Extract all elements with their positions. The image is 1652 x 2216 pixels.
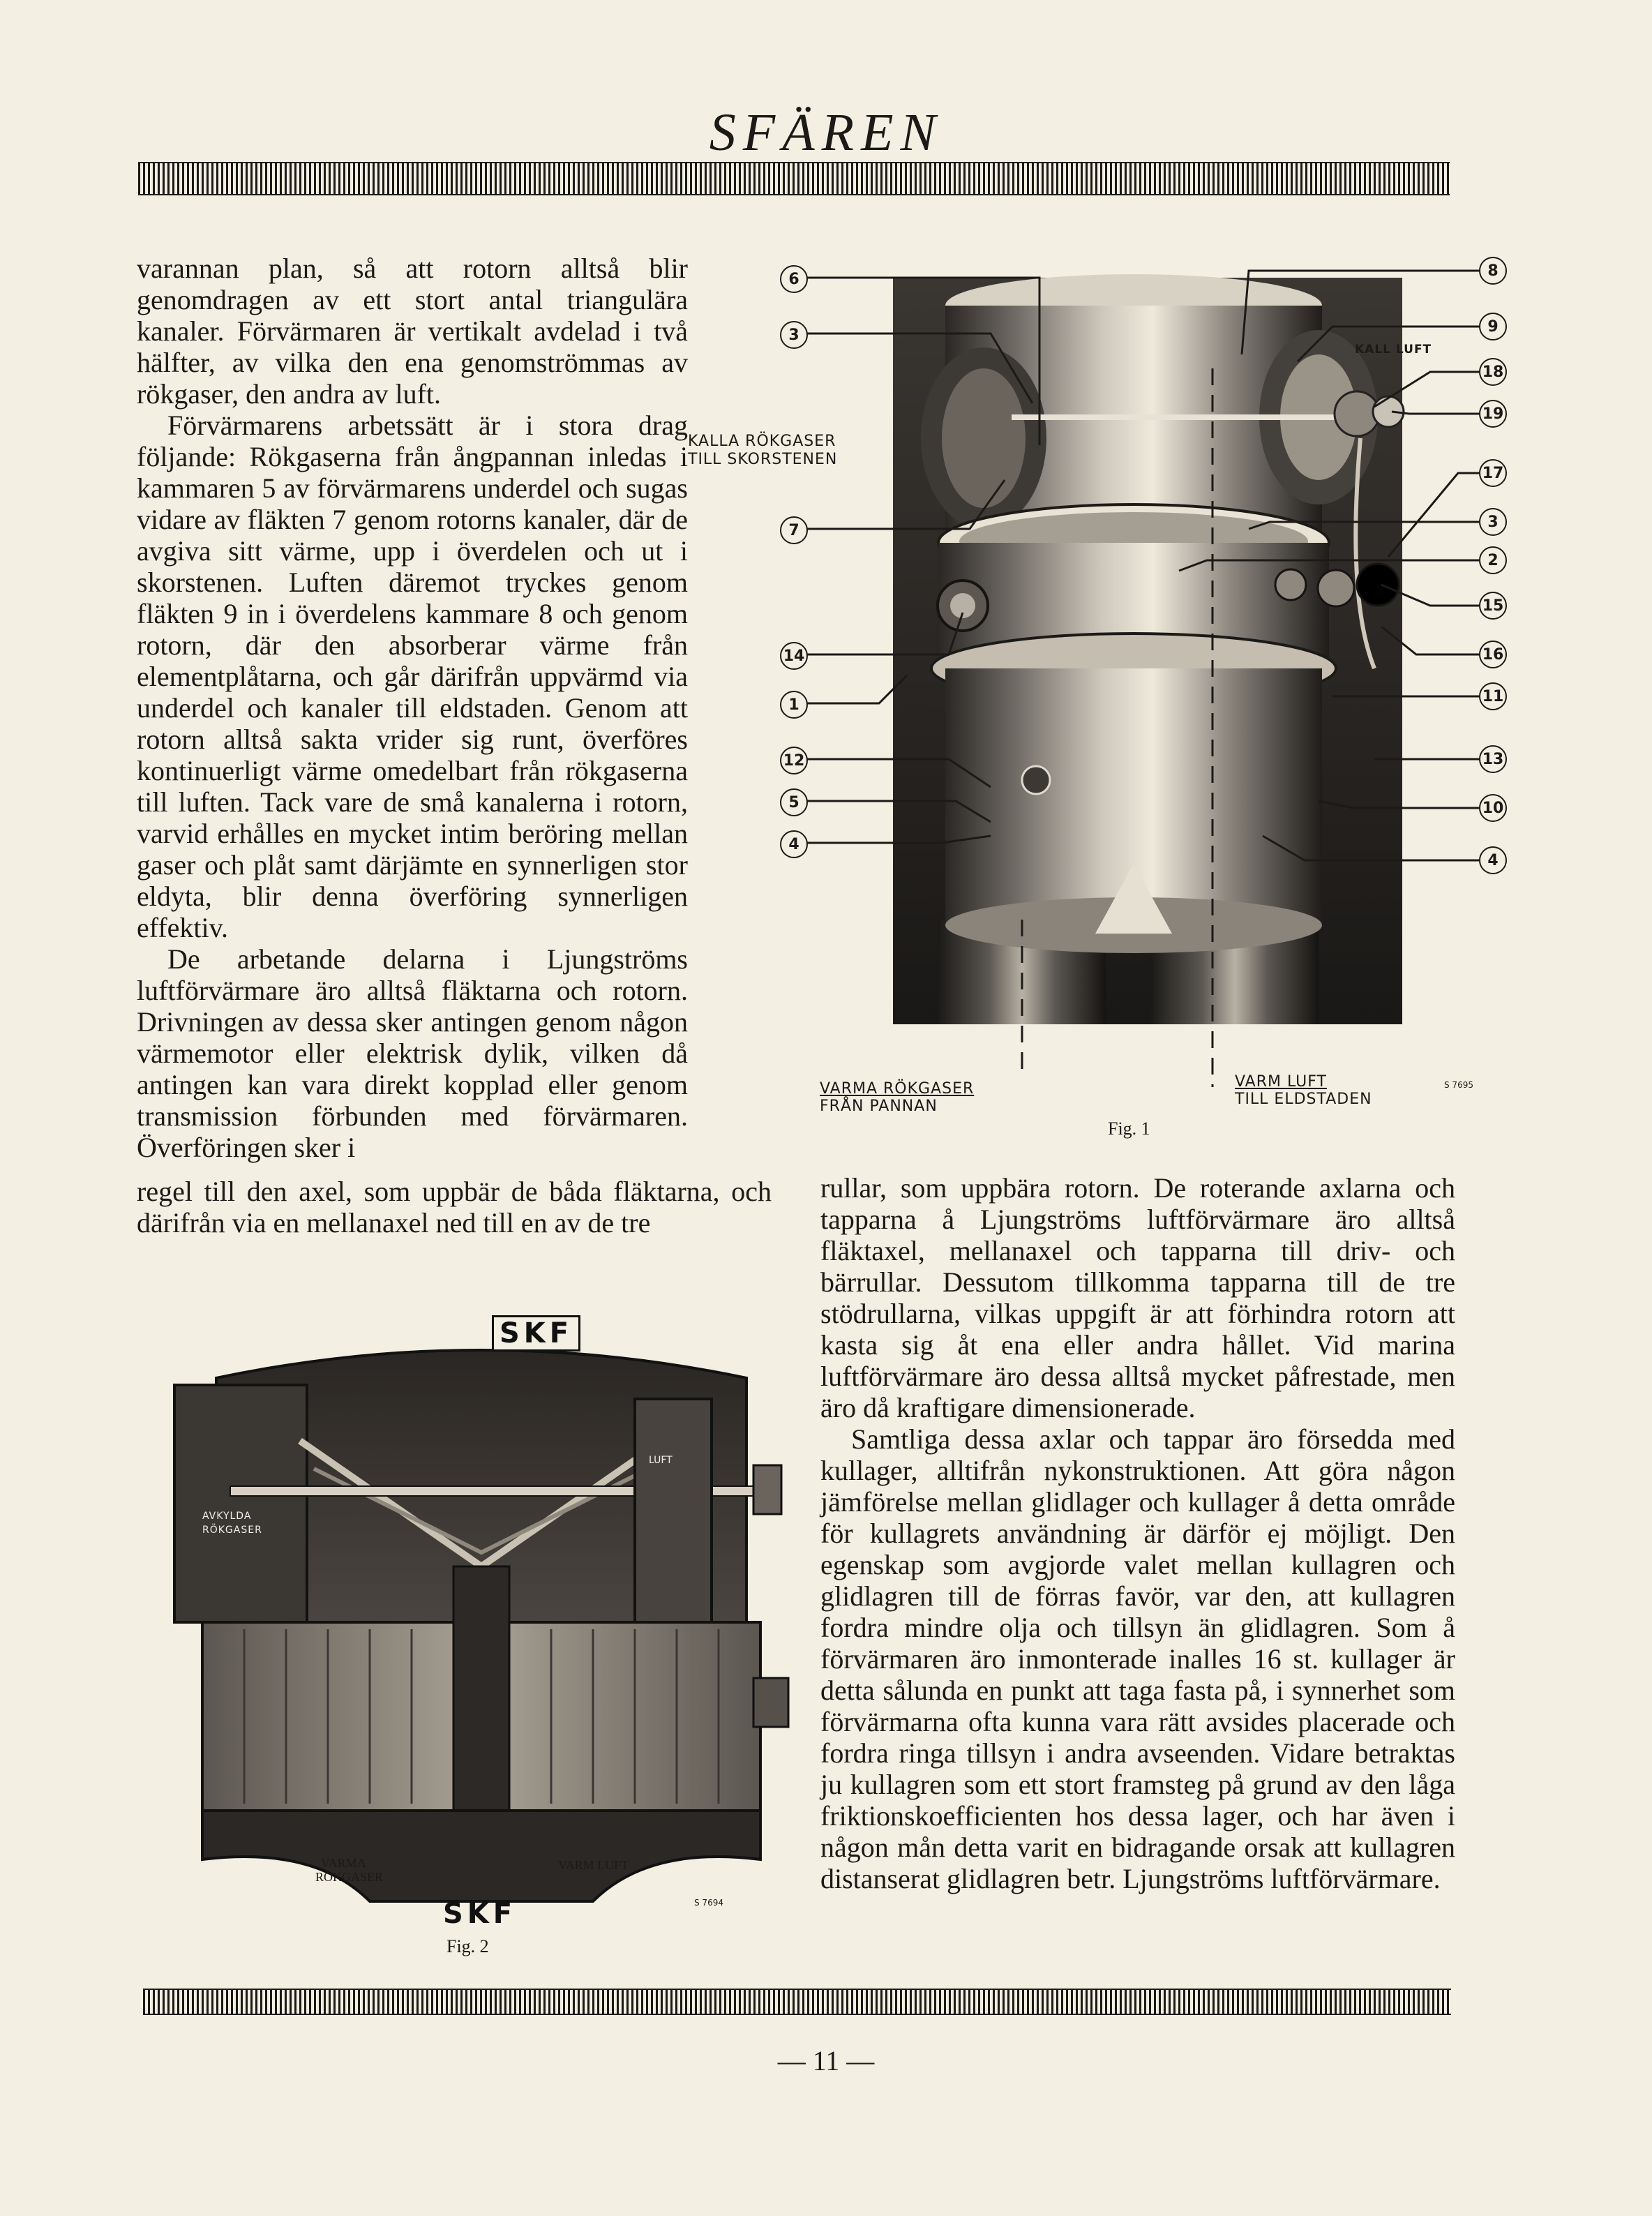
paragraph: De arbetande delarna i Ljungströms luftförvärmare äro alltså fläktarna och rotorn. Drivningen av dessa sker antingen genom någon värmemotor eller elektrisk dylik, vilken då antingen kan vara direkt kopplad eller genom transmission förbunden med förvärmaren. Överföringen sker i (137, 943, 688, 1163)
label-warm-flue-gas: VARMA RÖKGASER (820, 1080, 975, 1098)
right-column (820, 1172, 1455, 1894)
callout-marker: 11 (1479, 682, 1507, 710)
label-warm-air: VARM LUFT (1235, 1073, 1327, 1091)
label-air: LUFT (649, 1455, 673, 1466)
callout-marker: 3 (780, 321, 808, 349)
figure-1 (688, 250, 1514, 1143)
callout-marker: 17 (1479, 459, 1507, 487)
paragraph: regel till den axel, som uppbär de båda fläktarna, och därifrån via en mellanaxel ned till en av de tre (137, 1176, 772, 1238)
label-warm-flue-gas-line2: RÖKGASER (315, 1870, 384, 1884)
paragraph: Samtliga dessa axlar och tappar äro försedda med kullager, alltifrån nykonstruktionen. Att göra någon jämförelse mellan glidlager och kullager å detta område för kullagrets användning är därför ej möjligt. Den egenskap som avgjorde valet mellan kullagren och glidlagren till de förras favör, var den, att kullagren fordra mindre olja och tillsyn än glidlagren. Som å förvärmaren äro inmonterade inalles 16 st. kullager är detta sålunda en punkt att taga fasta på, i synnerhet som förvärmarna ofta kunna vara rätt avsides placerade och fordra ringa tillsyn i andra avseenden. Vidare betraktas ju kullagren som ett stort framsteg på grund av den låga friktionskoefficienten hos dessa lager, och har även i någon mån detta varit en bidragande orsak att kullagren distanserat glidlagren betr. Ljungströms luftförvärmare. (820, 1423, 1455, 1894)
skf-logo-top: SKF (492, 1315, 580, 1352)
callout-marker: 6 (780, 265, 808, 293)
page-number: — 11 — (777, 2045, 875, 2076)
left-column-continuation (137, 1176, 772, 1238)
header-rule (138, 162, 1450, 195)
callout-marker: 16 (1479, 641, 1507, 668)
callout-marker: 3 (1479, 508, 1507, 536)
callout-marker: 7 (780, 516, 808, 544)
paragraph: varannan plan, så att rotorn alltså blir genomdragen av ett stort antal triangulära kanaler. Förvärmaren är vertikalt avdelad i två hälfter, av vilka den ena genomströmmas av rökgaser, den andra av luft. (137, 253, 688, 410)
magazine-title: SFÄREN (709, 103, 943, 162)
callout-marker: 18 (1479, 358, 1507, 386)
label-cold-flue-gas-line2: TILL SKORSTENEN (688, 451, 838, 468)
label-cold-flue-gas: KALLA RÖKGASER (688, 433, 836, 450)
label-cooled-flue-gas-line2: RÖKGASER (202, 1525, 262, 1536)
callout-marker: 12 (780, 747, 808, 774)
callout-marker: 10 (1479, 794, 1507, 822)
callout-marker: 15 (1479, 592, 1507, 620)
plate-number: S 7695 (1444, 1080, 1473, 1090)
label-warm-air-line2: TILL ELDSTADEN (1235, 1091, 1372, 1108)
label-warm-air: VARM LUFT (558, 1858, 629, 1872)
figure-1-caption: Fig. 1 (1108, 1118, 1150, 1139)
callout-marker: 1 (780, 691, 808, 719)
left-column (137, 253, 688, 1163)
callout-marker: 19 (1479, 400, 1507, 428)
paragraph: rullar, som uppbära rotorn. De roterande axlarna och tapparna å Ljungströms luftförvärmare äro alltså fläktaxel, mellanaxel och tapparna till driv- och bärrullar. Dessutom tillkomma tapparna till de tre stödrullarna, vilkas uppgift är att förhindra rotorn att kasta sig åt ena eller andra hållet. Vid marina luftförvärmare äro dessa alltså mycket påfrestade, men äro då kraftigare dimensionerade. (820, 1172, 1455, 1423)
callout-marker: 4 (780, 830, 808, 858)
label-warm-flue-gas: VARMA (321, 1856, 366, 1870)
paragraph: Förvärmarens arbetssätt är i stora drag följande: Rökgaserna från ångpannan inledas i kammaren 5 av förvärmarens underdel och sugas vidare av fläkten 7 genom rotorns kanaler, där de avgiva sitt värme, upp i överdelen och ut i skorstenen. Luften däremot tryckes genom fläkten 9 in i överdelens kammare 8 och genom rotorn, där den absorberar värme från elementplåtarna, och går därifrån uppvärmd via underdel och kanaler till eldstaden. Genom att rotorn alltså sakta vrider sig runt, överföres kontinuerligt värme omedelbart från rökgaserna till luften. Tack vare de små kanalerna i rotorn, varvid erhålles en mycket intim beröring mellan gaser och plåt samt därjämte en synnerligen stor eldyta, blir denna överföring synnerligen effektiv. (137, 410, 688, 943)
label-cooled-flue-gas: AVKYLDA (202, 1511, 252, 1522)
plate-number: S 7694 (694, 1898, 723, 1908)
callout-marker: 9 (1479, 313, 1507, 340)
callout-marker: 5 (780, 788, 808, 816)
callout-marker: 4 (1479, 846, 1507, 874)
figure-2 (160, 1315, 802, 1971)
footer-rule (143, 1989, 1451, 2015)
label-warm-flue-gas-line2: FRÅN PANNAN (820, 1098, 938, 1115)
preheater-cross-section (160, 1315, 802, 1971)
air-preheater-photo (760, 250, 1514, 1143)
label-cold-air: KALL LUFT (1355, 343, 1432, 357)
callout-marker: 2 (1479, 546, 1507, 574)
callout-marker: 13 (1479, 745, 1507, 773)
callout-marker: 8 (1479, 257, 1507, 285)
callout-marker: 14 (780, 642, 808, 670)
figure-2-caption: Fig. 2 (446, 1936, 489, 1956)
skf-logo-bottom: SKF (443, 1898, 517, 1930)
